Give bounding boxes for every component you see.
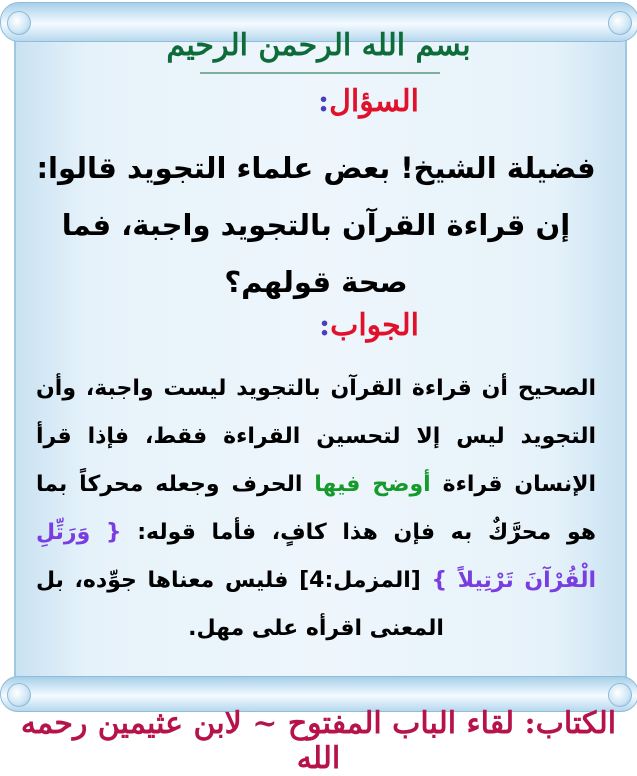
question-label-colon: :: [318, 84, 330, 119]
scroll-bottom-right-knob: [608, 683, 632, 707]
answer-text: [36, 365, 596, 653]
question-label-text: السؤال: [329, 84, 419, 119]
answer-part-2: الحرف وجعله محركاً بما هو محرَّكٌ به فإن هذا كافٍ، فأما قوله:: [36, 472, 596, 545]
source-citation: الكتاب: لقاء الباب المفتوح ~ لابن عثيمين رحمه الله: [20, 706, 617, 776]
answer-highlight: أوضح فيها: [314, 472, 431, 497]
answer-label-text: الجواب: [330, 308, 419, 343]
basmala-underline: [200, 72, 440, 74]
answer-part-1: الصحيح أن قراءة القرآن بالتجويد ليست واجبة، وأن التجويد ليس إلا لتحسين القراءة فقط، فإذا قرأ الإنسان قراءة: [36, 376, 597, 497]
question-text: فضيلة الشيخ! بعض علماء التجويد قالوا: إن قراءة القرآن بالتجويد واجبة، فما صحة قولهم؟: [36, 151, 596, 299]
answer-part-3: [المزمل:4] فليس معناها جوِّده، بل المعنى اقرأه على مهل.: [36, 568, 444, 641]
scroll-bottom-left-knob: [7, 683, 31, 707]
basmala-calligraphy: بسم الله الرحمن الرحيم: [166, 28, 471, 63]
quran-verse: { وَرَتِّلِ الْقُرْآنَ تَرْتِيلاً }: [36, 520, 597, 593]
question-label: [318, 84, 419, 119]
answer-label-colon: :: [319, 308, 331, 343]
answer-label: [319, 308, 419, 343]
